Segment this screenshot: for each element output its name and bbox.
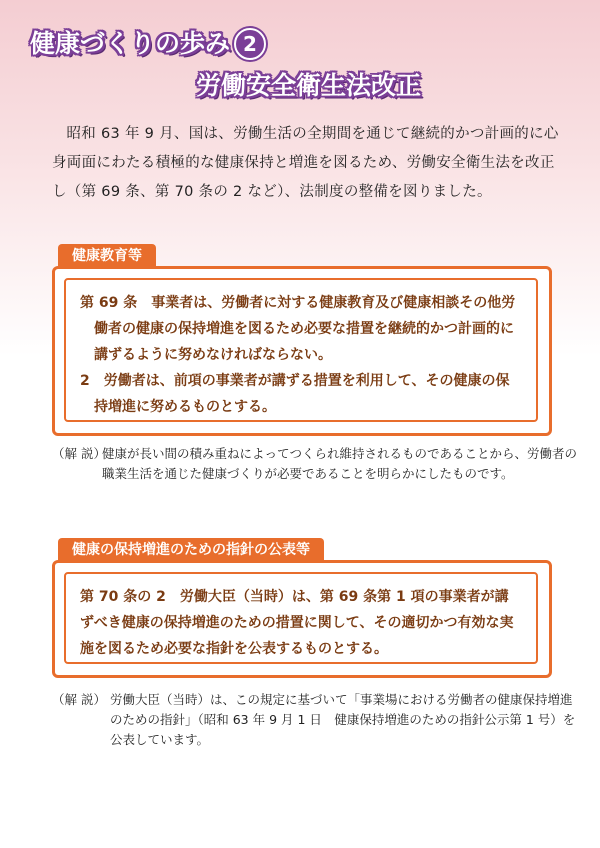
note-label: （解 説）: [52, 446, 106, 461]
page-title: [30, 24, 266, 60]
article-70-2: 第 70 条の 2 労働大臣（当時）は、第 69 条第 1 項の事業者が講ずべき健康の保持増進のための措置に関して、その適切かつ有効な実施を図るため必要な指針を公表するものとする。: [80, 589, 514, 657]
intro-paragraph: [52, 120, 562, 207]
section1-article-box: [64, 278, 538, 422]
title-line1: 健康づくりの歩み: [30, 29, 231, 58]
note-text: 健康が長い間の積み重ねによってつくられ維持されるものであることから、労働者の職業生活を通じた健康づくりが必要であることを明らかにしたものです。: [102, 446, 578, 481]
article-69-2: 2 労働者は、前項の事業者が講ずる措置を利用して、その健康の保持増進に努めるものとする。: [80, 373, 510, 415]
section2-article-box: [64, 572, 538, 664]
intro-text: 昭和 63 年 9 月、国は、労働生活の全期間を通じて継続的かつ計画的に心身両面にわたる積極的な健康保持と増進を図るため、労働安全衛生法を改正し（第 69 条、第 70 条の 2 など）、法制度の整備を図りました。: [52, 126, 559, 200]
title-number-badge: 2: [234, 28, 266, 60]
page-subtitle: 労働安全衛生法改正: [196, 71, 422, 100]
note-label: （解 説）: [52, 692, 106, 707]
section1-tab: 健康教育等: [58, 244, 156, 268]
section1-note: [52, 444, 592, 510]
section2-tab: 健康の保持増進のための指針の公表等: [58, 538, 324, 562]
section2-note: [52, 690, 592, 756]
note-text: 労働大臣（当時）は、この規定に基づいて「事業場における労働者の健康保持増進のための指針」（昭和 63 年 9 月 1 日 健康保持増進のための指針公示第 1 号）を公表しています。: [110, 692, 576, 747]
article-69: 第 69 条 事業者は、労働者に対する健康教育及び健康相談その他労働者の健康の保持増進を図るため必要な措置を継続的かつ計画的に講ずるように努めなければならない。: [80, 295, 516, 363]
